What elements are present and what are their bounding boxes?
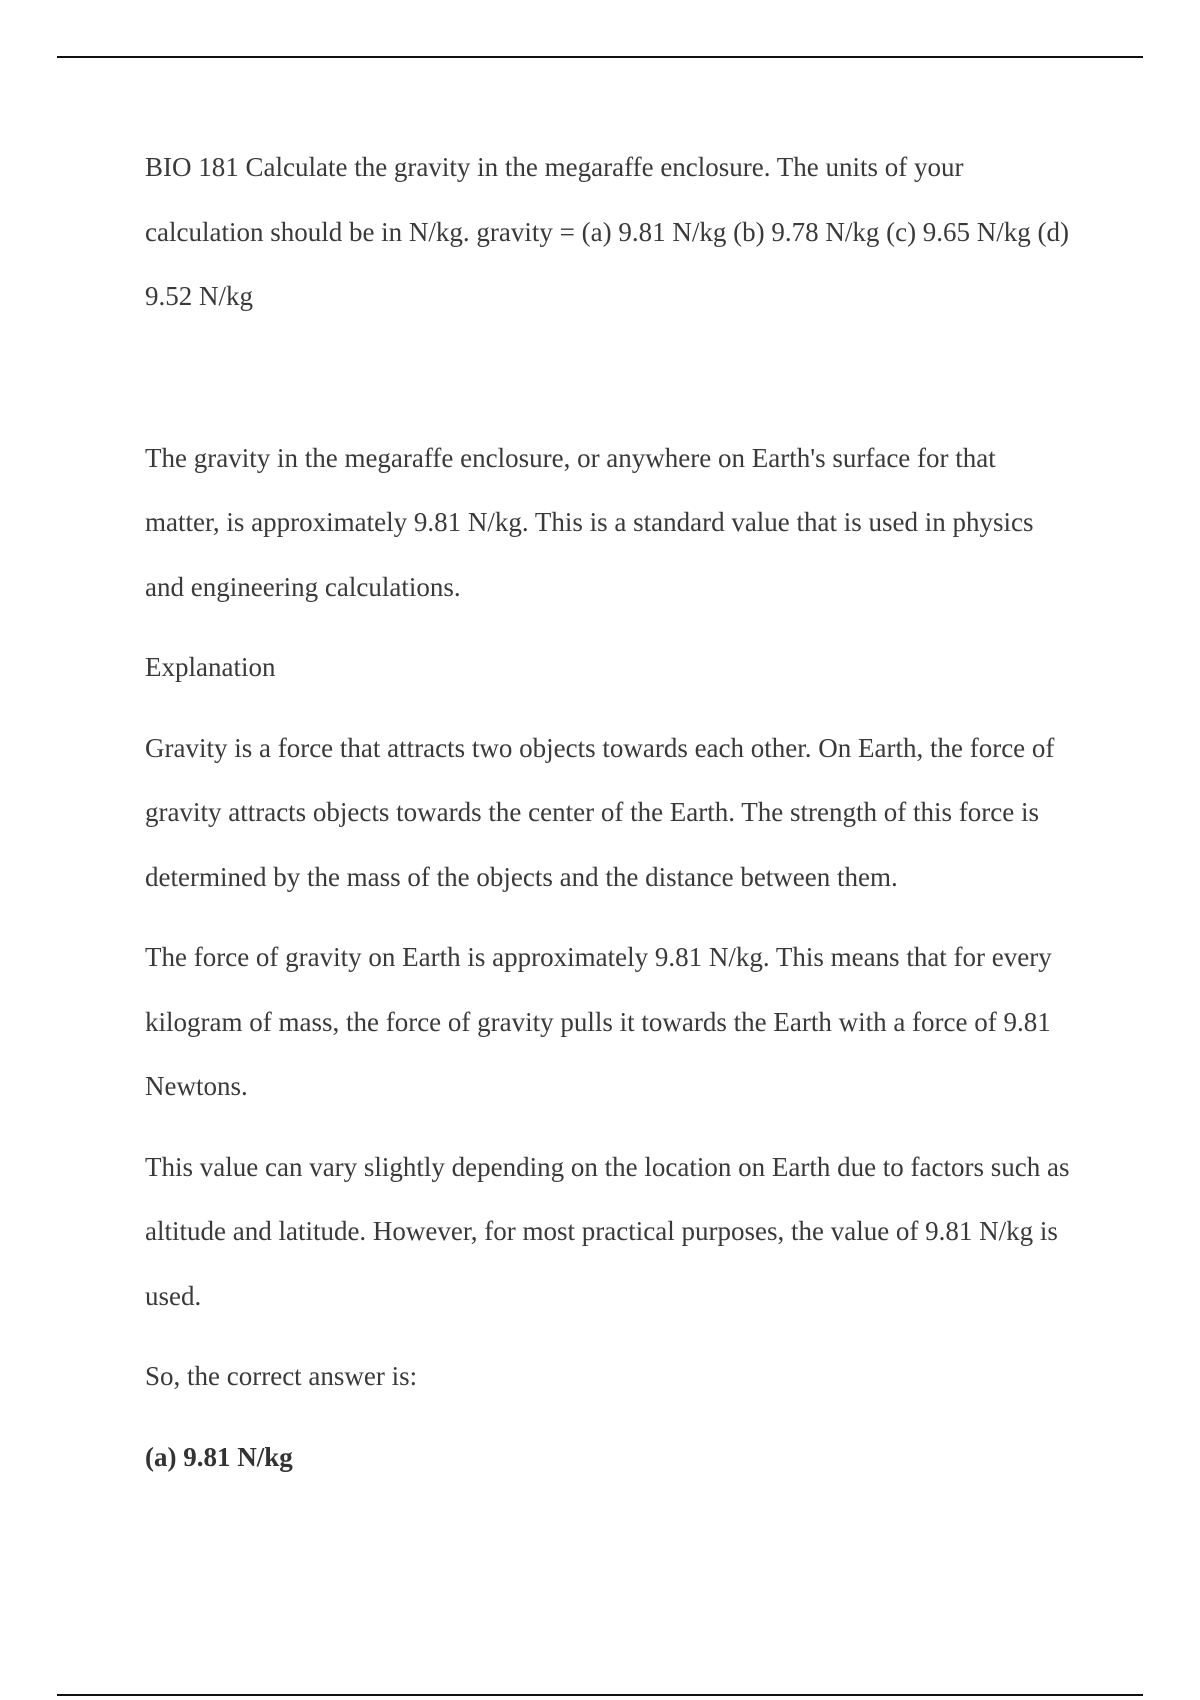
question-text: BIO 181 Calculate the gravity in the megaraffe enclosure. The units of your calculation should be in N/kg. gravity = (a) 9.81 N/kg (b) 9.78 N/kg (c) 9.65 N/kg (d) 9.52 N/kg (145, 152, 1070, 311)
top-divider (57, 56, 1143, 58)
bottom-divider (57, 1694, 1143, 1696)
explanation-paragraph: Gravity is a force that attracts two objects towards each other. On Earth, the force of gravity attracts objects towards the center of the Earth. The strength of this force is determined by the mass of the objects and the distance between them. (145, 732, 1055, 892)
spacer (145, 329, 1070, 426)
explanation-paragraph: The force of gravity on Earth is approximately 9.81 N/kg. This means that for every kilogram of mass, the force of gravity pulls it towards the Earth with a force of 9.81 Newtons. (145, 942, 1052, 1101)
answer-lead-in: So, the correct answer is: (145, 1361, 418, 1391)
intro-paragraph: The gravity in the megaraffe enclosure, or anywhere on Earth's surface for that matter, is approximately 9.81 N/kg. This is a standard value that is used in physics and engineering calculations. (145, 442, 1034, 602)
document-body (145, 135, 1070, 1489)
explanation-paragraph: This value can vary slightly depending on the location on Earth due to factors such as altitude and latitude. However, for most practical purposes, the value of 9.81 N/kg is used. (145, 1151, 1070, 1311)
correct-answer: (a) 9.81 N/kg (145, 1441, 293, 1472)
explanation-heading: Explanation (145, 652, 276, 682)
